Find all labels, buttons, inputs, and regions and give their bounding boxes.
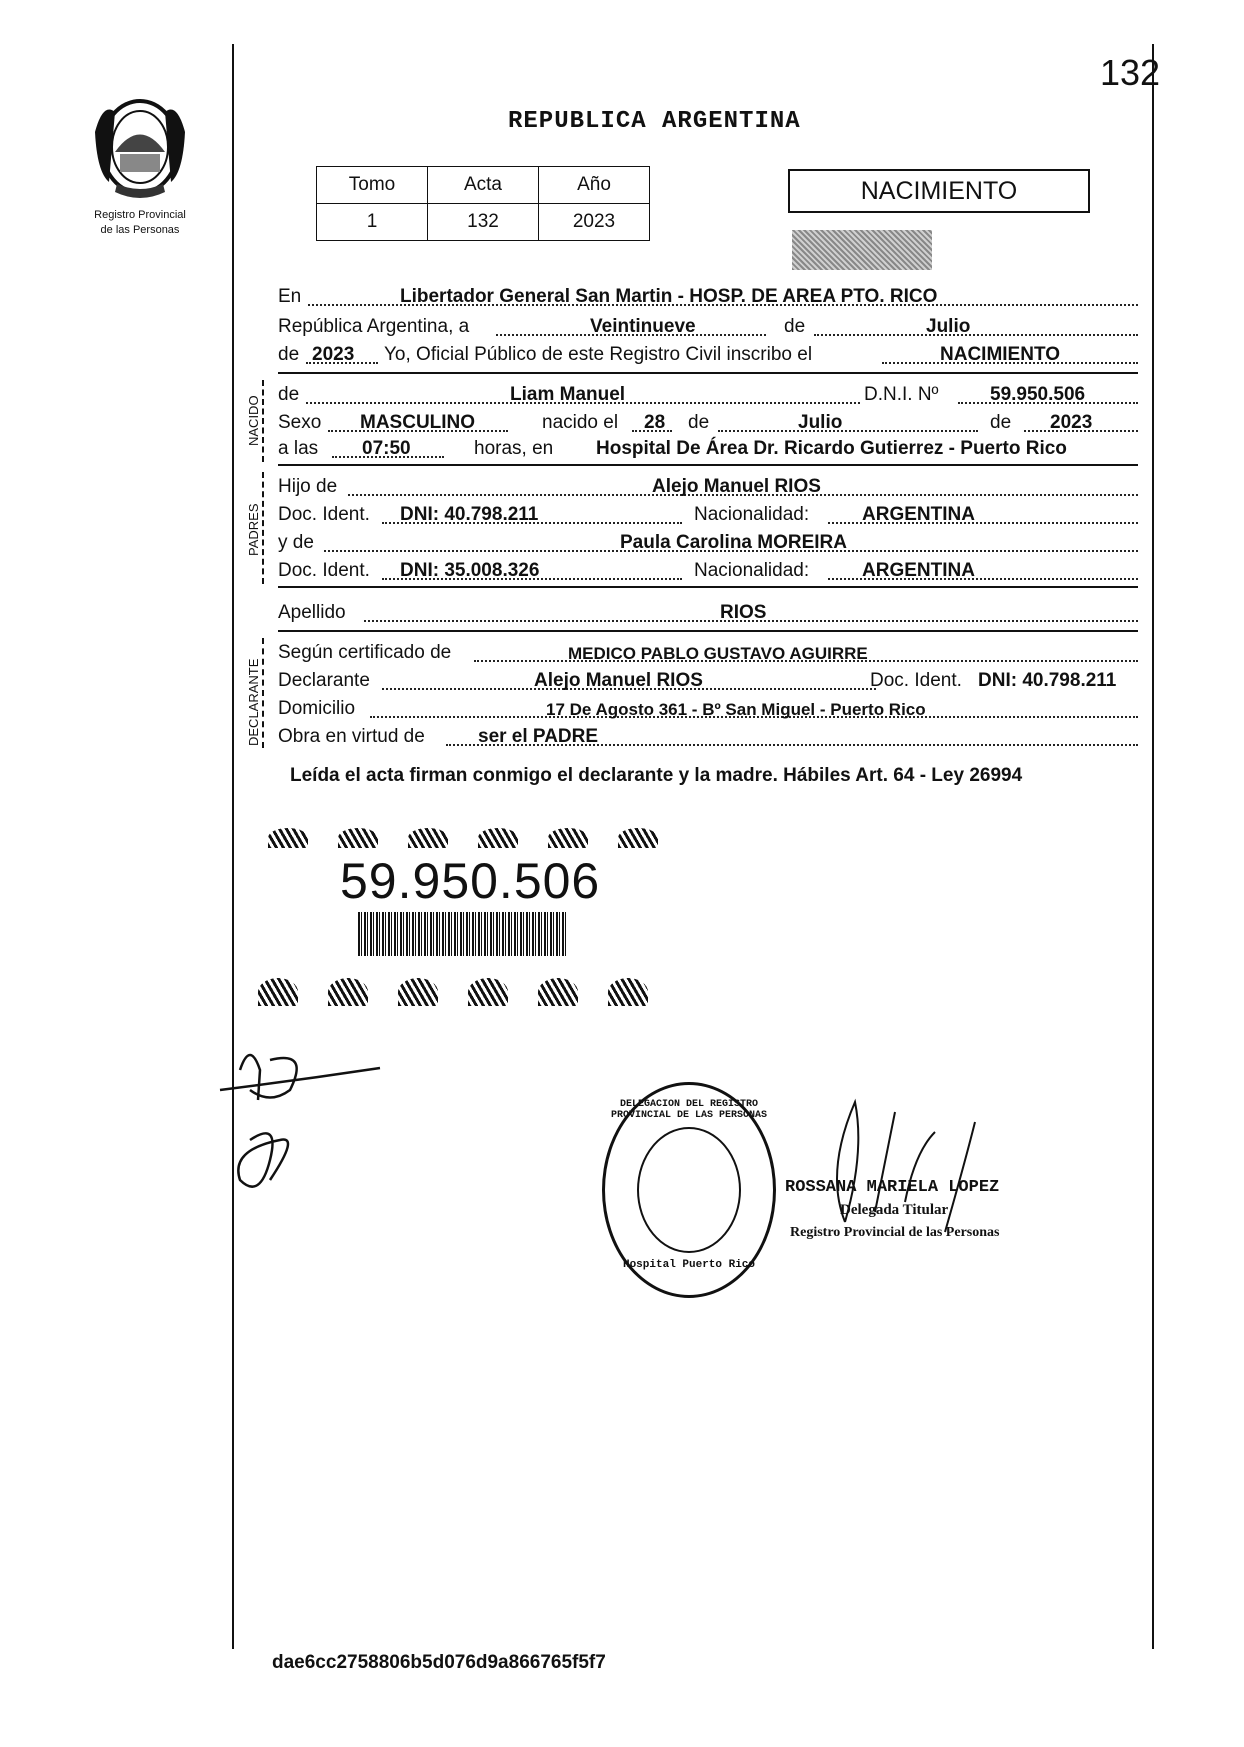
row-declarante — [278, 666, 1138, 694]
de-label: de — [784, 316, 806, 337]
child-dni: 59.950.506 — [990, 384, 1086, 405]
anio-value: 2023 — [539, 204, 650, 241]
horas-label: horas, en — [474, 438, 554, 459]
official-office: Registro Provincial de las Personas — [790, 1225, 1000, 1240]
dom-label: Domicilio — [278, 698, 356, 719]
birth-day: 28 — [644, 412, 666, 433]
father-doc: DNI: 40.798.211 — [400, 504, 539, 525]
declarant-signature-icon — [210, 1030, 400, 1210]
apellido-label: Apellido — [278, 602, 346, 623]
row-date — [278, 312, 1138, 340]
decl-label: Declarante — [278, 670, 370, 691]
left-margin-line — [232, 44, 234, 1649]
birth-de-label-2: de — [990, 412, 1012, 433]
republica-label: República Argentina, a — [278, 316, 470, 337]
padres-bracket — [262, 472, 264, 584]
birth-de-label: de — [688, 412, 710, 433]
row-domicilio — [278, 694, 1138, 722]
father-nationality: ARGENTINA — [862, 504, 975, 525]
barcode — [358, 912, 568, 956]
nacido-el-label: nacido el — [542, 412, 619, 433]
month-value: Julio — [926, 316, 971, 337]
nacido-label: NACIDO — [246, 395, 261, 446]
place-value: Libertador General San Martin - HOSP. DE AREA PTO. RICO — [400, 286, 938, 307]
official-title: Delegada Titular — [840, 1202, 949, 1218]
row-cert — [278, 638, 1138, 666]
security-stamp — [792, 230, 932, 270]
sexo-label: Sexo — [278, 412, 322, 433]
divider-3 — [278, 586, 1138, 588]
alas-label: a las — [278, 438, 319, 459]
day-words: Veintinueve — [590, 316, 696, 337]
birthplace: Hospital De Área Dr. Ricardo Gutierrez - Puerto Rico — [596, 438, 1067, 459]
official-seal — [602, 1082, 776, 1298]
child-name: Liam Manuel — [510, 384, 626, 405]
divider-4 — [278, 630, 1138, 632]
tomo-value: 1 — [317, 204, 428, 241]
apellido-value: RIOS — [720, 602, 767, 623]
right-margin-line — [1152, 44, 1154, 1649]
father-doc-label: Doc. Ident. — [278, 504, 370, 525]
acta-value: 132 — [428, 204, 539, 241]
act-value: NACIMIENTO — [940, 344, 1060, 365]
act-type-box: NACIMIENTO — [788, 169, 1090, 213]
page-number: 132 — [1100, 52, 1161, 93]
row-mother-doc — [278, 556, 1138, 584]
row-apellido — [278, 598, 1138, 626]
year-value: 2023 — [312, 344, 355, 365]
sexo-value: MASCULINO — [360, 412, 476, 433]
row-place — [278, 282, 1138, 310]
official-signature-icon — [815, 1092, 985, 1242]
nacido-de-label: de — [278, 384, 300, 405]
decl-name: Alejo Manuel RIOS — [534, 670, 703, 691]
de2-label: de — [278, 344, 300, 365]
row-nacido-name — [278, 380, 1138, 408]
mother-nationality: ARGENTINA — [862, 560, 975, 581]
misiones-province-crest-icon — [85, 92, 195, 202]
declarante-label: DECLARANTE — [246, 658, 261, 746]
padres-label: PADRES — [246, 503, 261, 556]
father-name: Alejo Manuel RIOS — [652, 476, 821, 497]
seal-inner-text: Hospital Puerto Rico — [622, 1259, 756, 1271]
cert-value: MEDICO PABLO GUSTAVO AGUIRRE — [568, 644, 868, 663]
birth-time: 07:50 — [362, 438, 411, 459]
dni-label: D.N.I. Nº — [864, 384, 939, 405]
logo-caption-1: Registro Provincial — [94, 209, 186, 221]
acta-header: Acta — [428, 167, 539, 204]
sticker-dni-number: 59.950.506 — [340, 853, 601, 909]
hijo-label: Hijo de — [278, 476, 338, 497]
official-name: ROSSANA MARIELA LOPEZ — [785, 1178, 1000, 1197]
row-father — [278, 472, 1138, 500]
address: 17 De Agosto 361 - Bº San Miguel - Puerto Rico — [546, 700, 926, 719]
row-year — [278, 340, 1138, 368]
birth-month: Julio — [798, 412, 843, 433]
obra-label: Obra en virtud de — [278, 726, 425, 747]
nacido-bracket — [262, 380, 264, 462]
mother-nac-label: Nacionalidad: — [694, 560, 810, 581]
registry-logo — [80, 92, 200, 237]
row-nacido-sex — [278, 408, 1138, 436]
decl-doc-label: Doc. Ident. — [870, 670, 962, 691]
father-nac-label: Nacionalidad: — [694, 504, 810, 525]
document-title: REPUBLICA ARGENTINA — [508, 108, 801, 135]
document-hash: dae6cc2758806b5d076d9a866765f5f7 — [272, 1652, 606, 1673]
divider-2 — [278, 464, 1138, 466]
anio-header: Año — [539, 167, 650, 204]
decl-doc: DNI: 40.798.211 — [978, 670, 1117, 691]
row-obra — [278, 722, 1138, 750]
tomo-header: Tomo — [317, 167, 428, 204]
mother-doc: DNI: 35.008.326 — [400, 560, 540, 581]
cert-label: Según certificado de — [278, 642, 452, 663]
seal-crest — [637, 1127, 741, 1253]
seal-outer-text: DELEGACION DEL REGISTRO PROVINCIAL DE LAS PERSONAS — [610, 1099, 768, 1121]
mother-doc-label: Doc. Ident. — [278, 560, 370, 581]
obra-value: ser el PADRE — [478, 726, 599, 747]
en-label: En — [278, 286, 302, 307]
row-mother — [278, 528, 1138, 556]
row-father-doc — [278, 500, 1138, 528]
legal-text: Leída el acta firman conmigo el declarante y la madre. Hábiles Art. 64 - Ley 26994 — [290, 765, 1023, 786]
logo-caption-2: de las Personas — [100, 224, 180, 236]
birth-year: 2023 — [1050, 412, 1093, 433]
row-nacido-time — [278, 434, 1138, 462]
declarante-bracket — [262, 638, 264, 748]
yde-label: y de — [278, 532, 314, 553]
divider-1 — [278, 372, 1138, 374]
mother-name: Paula Carolina MOREIRA — [620, 532, 847, 553]
tomo-acta-table — [316, 166, 650, 241]
officer-text: Yo, Oficial Público de este Registro Civil inscribo el — [384, 344, 813, 365]
